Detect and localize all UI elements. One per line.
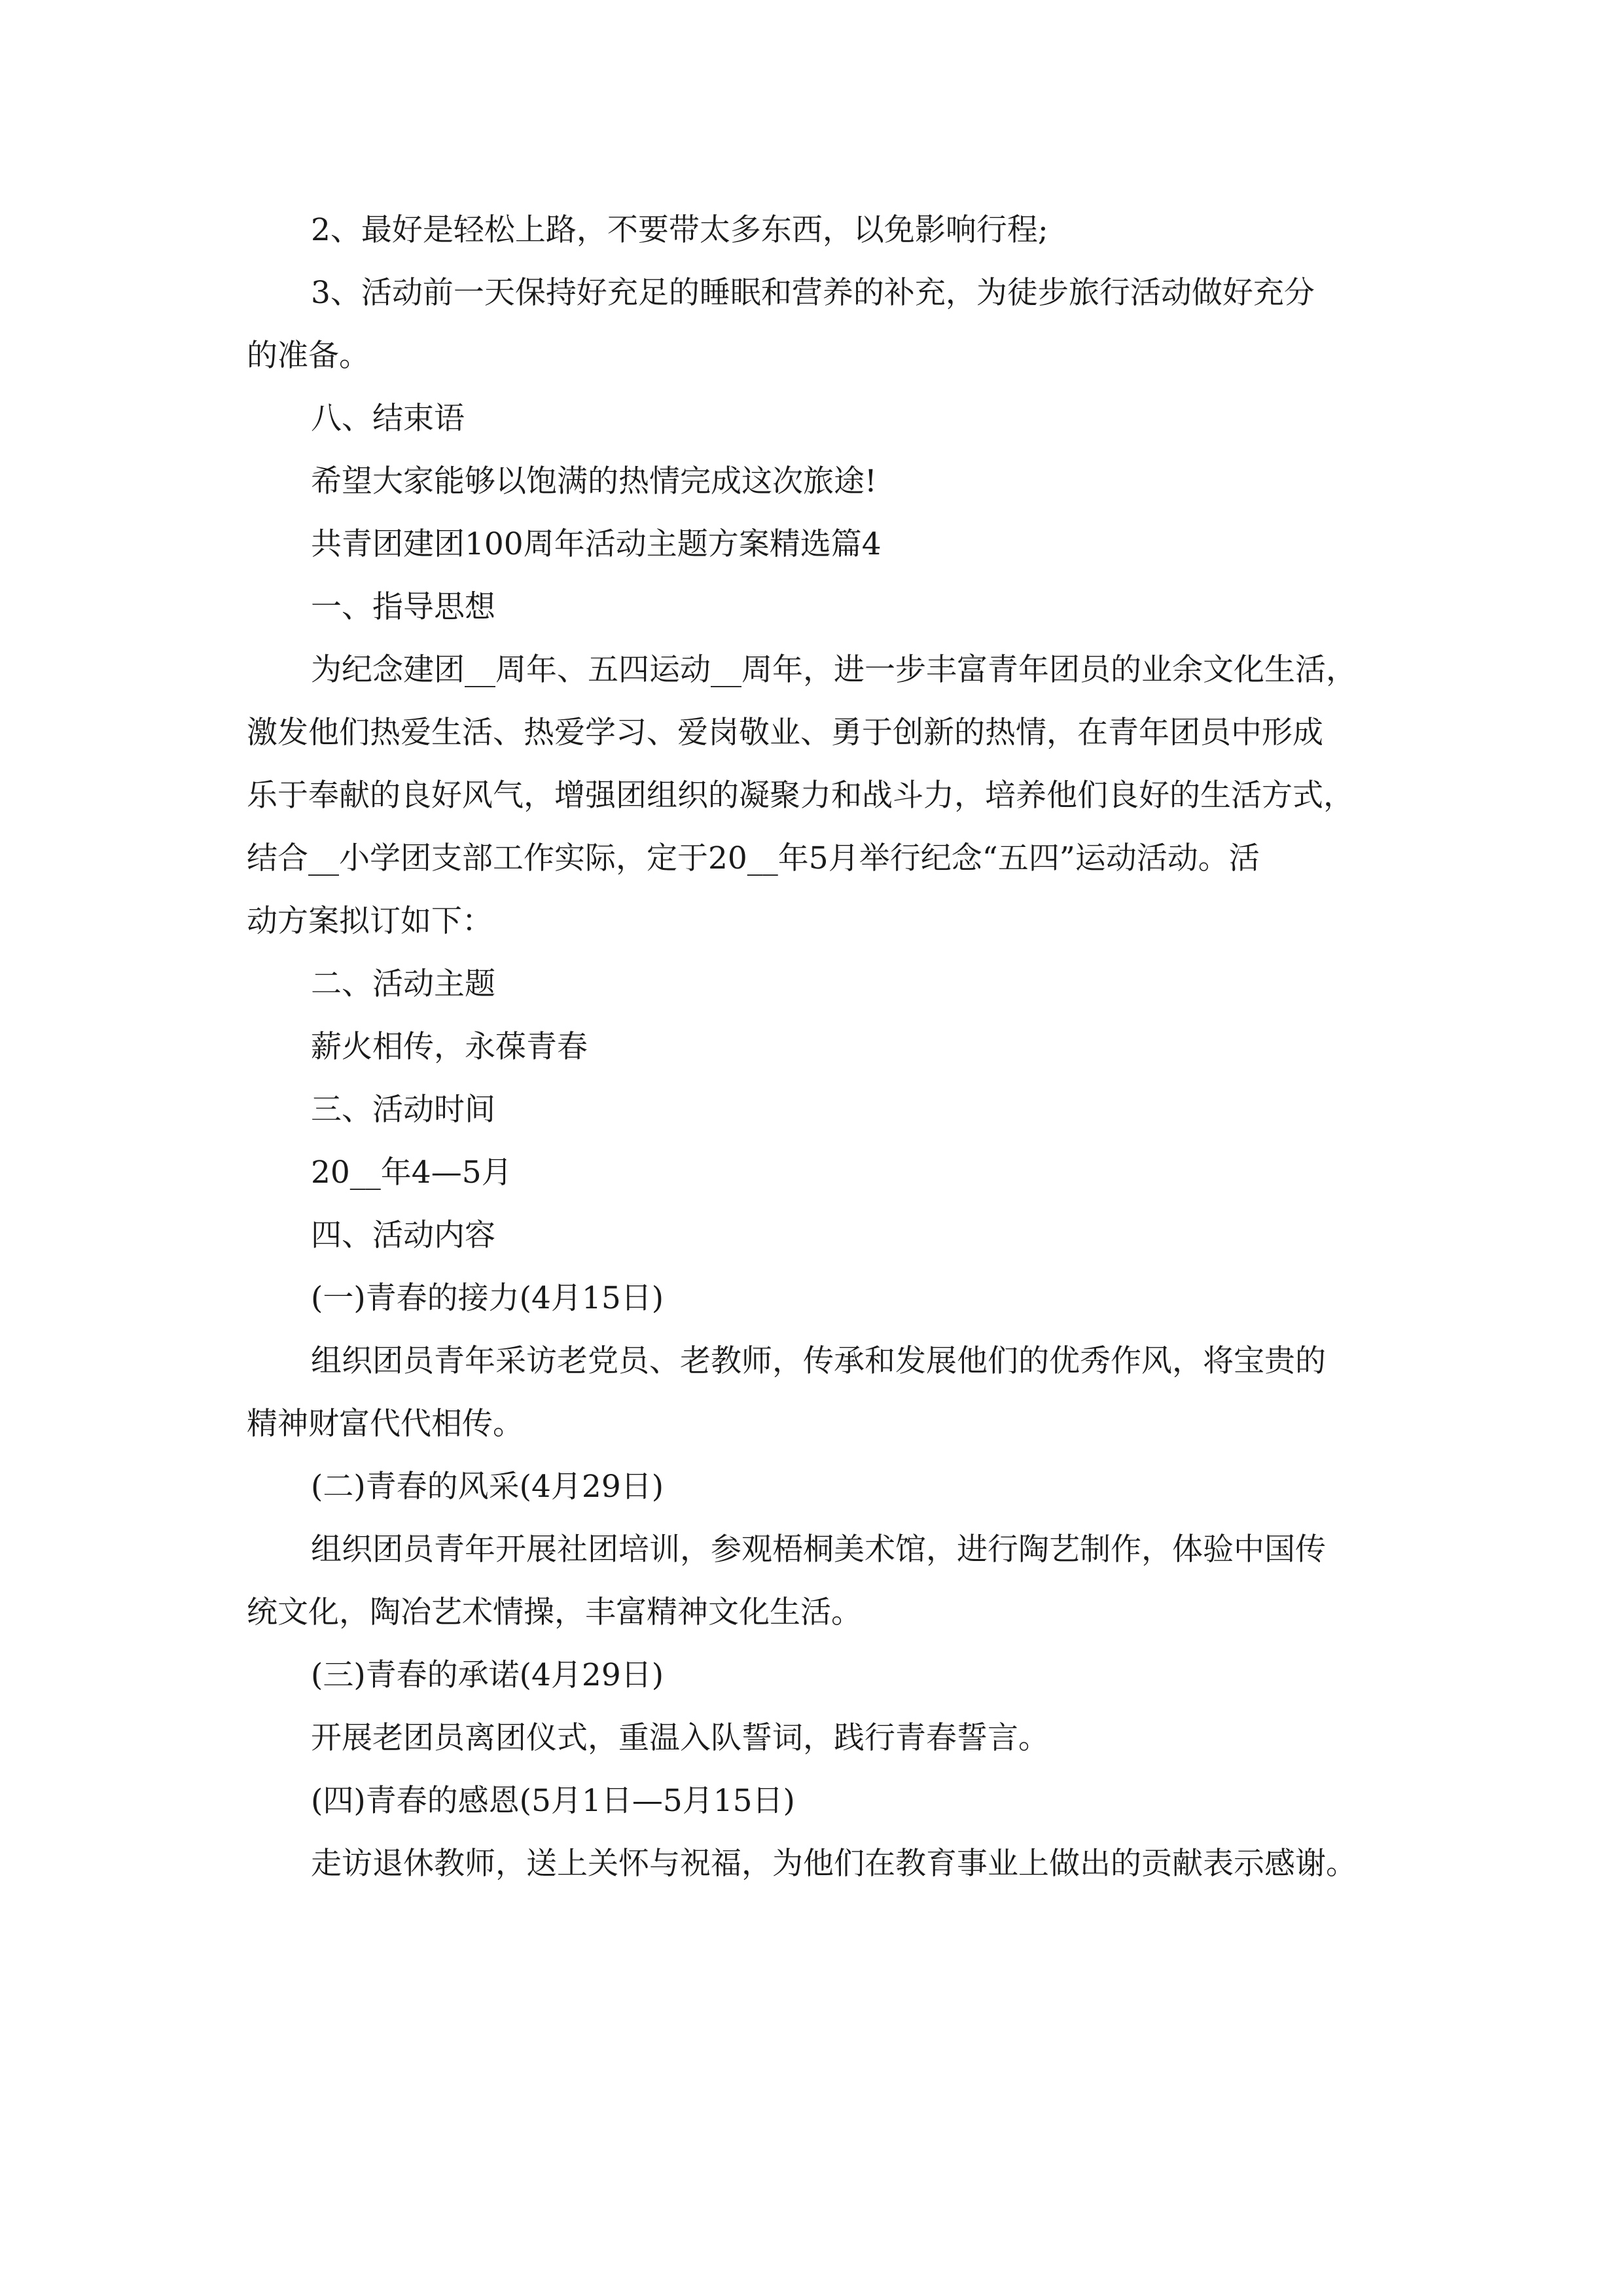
- text-line: 精神财富代代相传。: [247, 1406, 524, 1442]
- text-line: 薪火相传，永葆青春: [311, 1029, 588, 1065]
- text-line: 开展老团员离团仪式，重温入队誓词，践行青春誓言。: [311, 1720, 1049, 1756]
- text-line: 希望大家能够以饱满的热情完成这次旅途!: [311, 463, 877, 499]
- text-line: 组织团员青年采访老党员、老教师，传承和发展他们的优秀作风，将宝贵的: [311, 1343, 1326, 1379]
- text-line: 组织团员青年开展社团培训，参观梧桐美术馆，进行陶艺制作，体验中国传: [311, 1532, 1326, 1568]
- text-line: 为纪念建团__周年、五四运动__周年，进一步丰富青年团员的业余文化生活，: [311, 652, 1357, 688]
- subsection-heading: (二)青春的风采(4月29日): [311, 1469, 664, 1505]
- subsection-heading: (一)青春的接力(4月15日): [311, 1280, 664, 1316]
- text-line: 2、最好是轻松上路，不要带太多东西，以免影响行程;: [311, 212, 1048, 248]
- section-heading: 二、活动主题: [311, 966, 495, 1002]
- text-line: 20__年4—5月: [311, 1155, 512, 1191]
- subsection-heading: (三)青春的承诺(4月29日): [311, 1657, 664, 1693]
- section-heading: 一、指导思想: [311, 589, 495, 625]
- section-heading: 八、结束语: [311, 401, 465, 437]
- text-line: 乐于奉献的良好风气，增强团组织的凝聚力和战斗力，培养他们良好的生活方式，: [247, 778, 1354, 814]
- text-line: 3、活动前一天保持好充足的睡眠和营养的补充，为徒步旅行活动做好充分: [311, 275, 1315, 311]
- section-heading: 三、活动时间: [311, 1092, 495, 1128]
- text-line: 走访退休教师，送上关怀与祝福，为他们在教育事业上做出的贡献表示感谢。: [311, 1846, 1357, 1882]
- text-line: 动方案拟订如下：: [247, 903, 493, 939]
- text-line: 激发他们热爱生活、热爱学习、爱岗敬业、勇于创新的热情，在青年团员中形成: [247, 715, 1323, 751]
- article-title: 共青团建团100周年活动主题方案精选篇4: [311, 526, 882, 562]
- subsection-heading: (四)青春的感恩(5月1日—5月15日): [311, 1783, 795, 1819]
- text-line: 结合__小学团支部工作实际，定于20__年5月举行纪念“五四”运动活动。活: [247, 840, 1260, 876]
- text-line: 的准备。: [247, 338, 370, 374]
- text-line: 统文化，陶冶艺术情操，丰富精神文化生活。: [247, 1594, 862, 1630]
- section-heading: 四、活动内容: [311, 1217, 495, 1253]
